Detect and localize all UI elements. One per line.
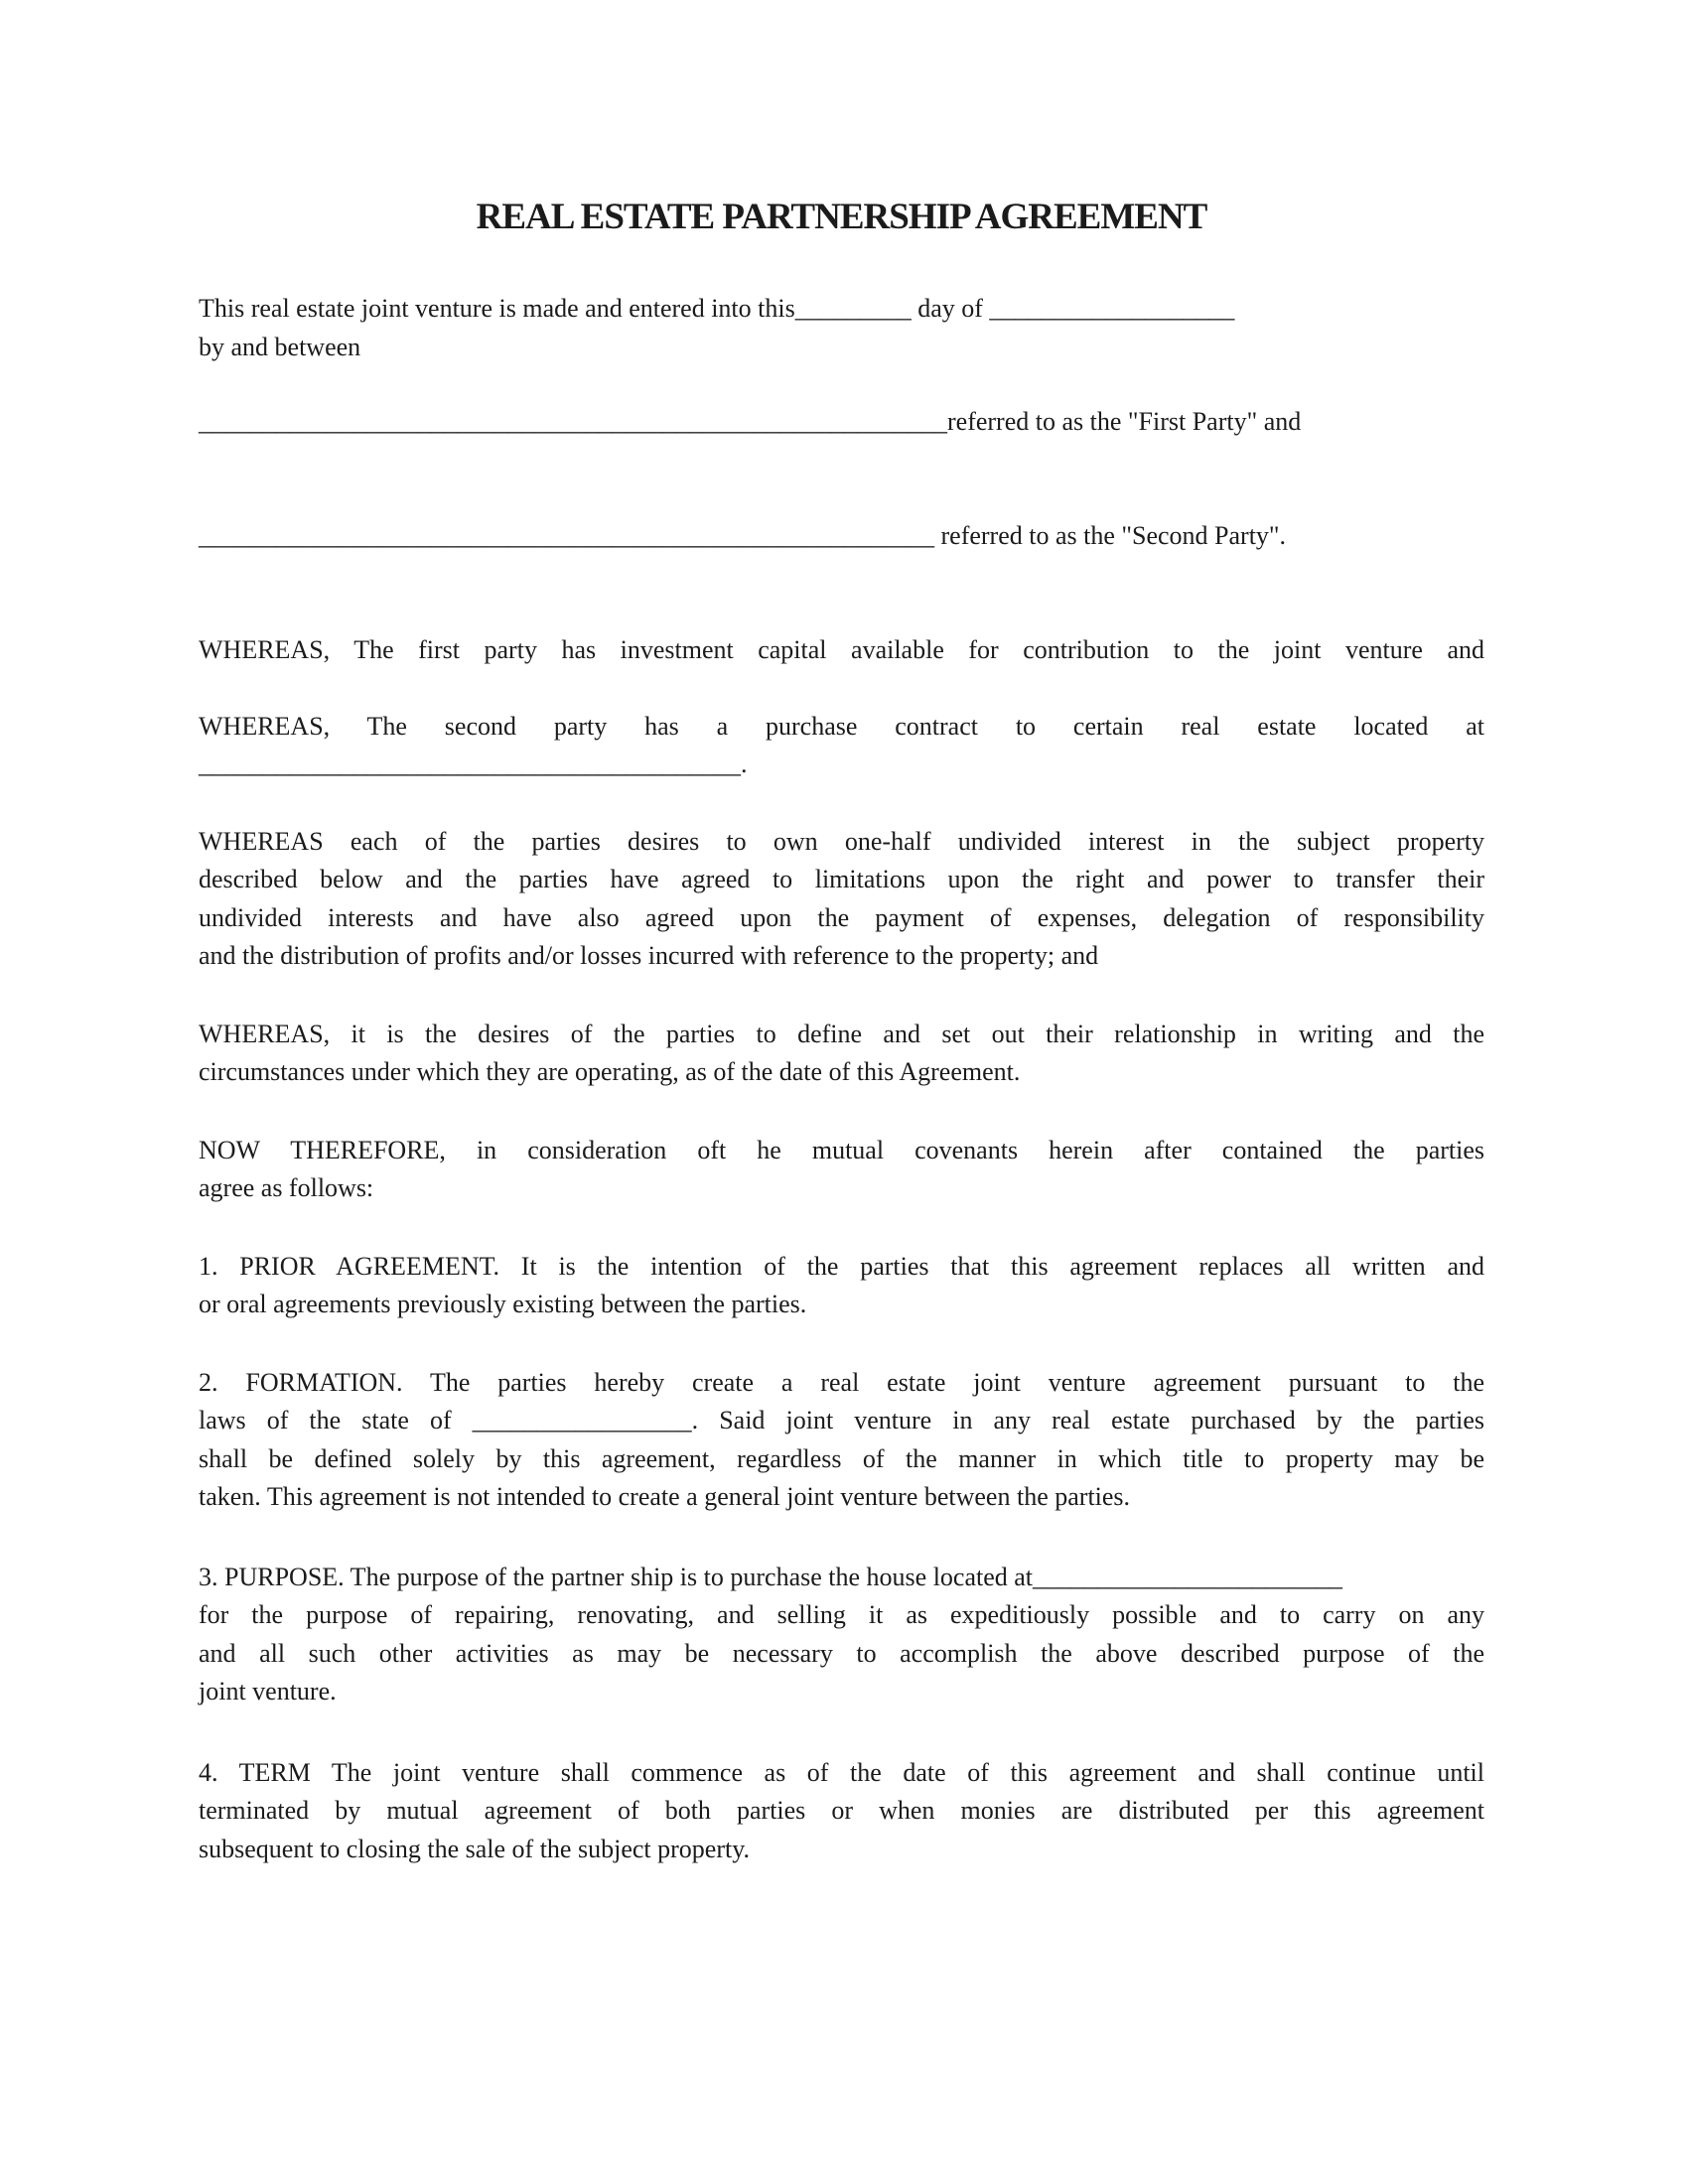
paragraph-line: and all such other activities as may be necessary to accomplish the above described purpose of the xyxy=(199,1638,1484,1668)
paragraph-line: or oral agreements previously existing between the parties. xyxy=(199,1290,807,1318)
paragraph-line: undivided interests and have also agreed upon the payment of expenses, delegation of responsibility xyxy=(199,902,1484,932)
paragraph-line: NOW THEREFORE, in consideration oft he mutual covenants herein after contained the parties xyxy=(199,1135,1484,1164)
paragraph-line: 2. FORMATION. The parties hereby create a real estate joint venture agreement pursuant to the xyxy=(199,1367,1484,1397)
section-2-formation xyxy=(199,1364,1484,1517)
paragraph-line: terminated by mutual agreement of both parties or when monies are distributed per this agreement xyxy=(199,1796,1484,1825)
paragraph-line: subsequent to closing the sale of the subject property. xyxy=(199,1834,751,1863)
second-party-clause xyxy=(199,517,1484,556)
paragraph-line: agree as follows: xyxy=(199,1173,374,1202)
whereas-contract-paragraph xyxy=(199,708,1484,784)
paragraph-line: This real estate joint venture is made and entered into this_________ day of ___________________ xyxy=(199,294,1235,323)
paragraph-line: shall be defined solely by this agreement, regardless of the manner in which title to property may be xyxy=(199,1443,1484,1473)
paragraph-line: and the distribution of profits and/or losses incurred with reference to the property; and xyxy=(199,941,1099,970)
section-4-term xyxy=(199,1754,1484,1869)
paragraph-line: circumstances under which they are operating, as of the date of this Agreement. xyxy=(199,1057,1021,1086)
whereas-relationship-paragraph xyxy=(199,1016,1484,1092)
paragraph-line: WHEREAS, it is the desires of the parties to define and set out their relationship in writing and the xyxy=(199,1019,1484,1048)
document-title: REAL ESTATE PARTNERSHIP AGREEMENT xyxy=(476,197,1207,237)
paragraph-line: WHEREAS, The first party has investment capital available for contribution to the joint venture and xyxy=(199,635,1484,664)
paragraph-line: 4. TERM The joint venture shall commence as of the date of this agreement and shall continue until xyxy=(199,1757,1484,1787)
fill-in-blank-line: _________________________________________________________ referred to as the "Second Party". xyxy=(199,520,1287,550)
intro-paragraph xyxy=(199,290,1484,366)
now-therefore-paragraph xyxy=(199,1132,1484,1208)
whereas-capital-paragraph xyxy=(199,631,1484,670)
paragraph-line: by and between xyxy=(199,332,361,361)
fill-in-blank-line: __________________________________________________________referred to as the "First Party" and xyxy=(199,407,1302,436)
fill-in-blank-line: __________________________________________. xyxy=(199,750,748,778)
section-1-prior-agreement xyxy=(199,1248,1484,1324)
fill-in-blank-line: 3. PURPOSE. The purpose of the partner ship is to purchase the house located at________________________ xyxy=(199,1562,1343,1591)
paragraph-line: WHEREAS each of the parties desires to own one-half undivided interest in the subject property xyxy=(199,826,1484,856)
document-body xyxy=(199,0,1484,1868)
paragraph-line: described below and the parties have agreed to limitations upon the right and power to transfer their xyxy=(199,865,1484,893)
paragraph-line: WHEREAS, The second party has a purchase contract to certain real estate located at xyxy=(199,711,1484,741)
whereas-interest-paragraph xyxy=(199,823,1484,976)
section-3-purpose xyxy=(199,1559,1484,1711)
fill-in-blank-line: laws of the state of _________________. Said joint venture in any real estate purchased by the parties xyxy=(199,1406,1484,1434)
paragraph-line: joint venture. xyxy=(199,1677,337,1706)
paragraph-line: for the purpose of repairing, renovating, and selling it as expeditiously possible and to carry on any xyxy=(199,1600,1484,1629)
paragraph-line: taken. This agreement is not intended to create a general joint venture between the parties. xyxy=(199,1482,1131,1511)
first-party-clause xyxy=(199,403,1484,442)
paragraph-line: 1. PRIOR AGREEMENT. It is the intention of the parties that this agreement replaces all written and xyxy=(199,1251,1484,1281)
